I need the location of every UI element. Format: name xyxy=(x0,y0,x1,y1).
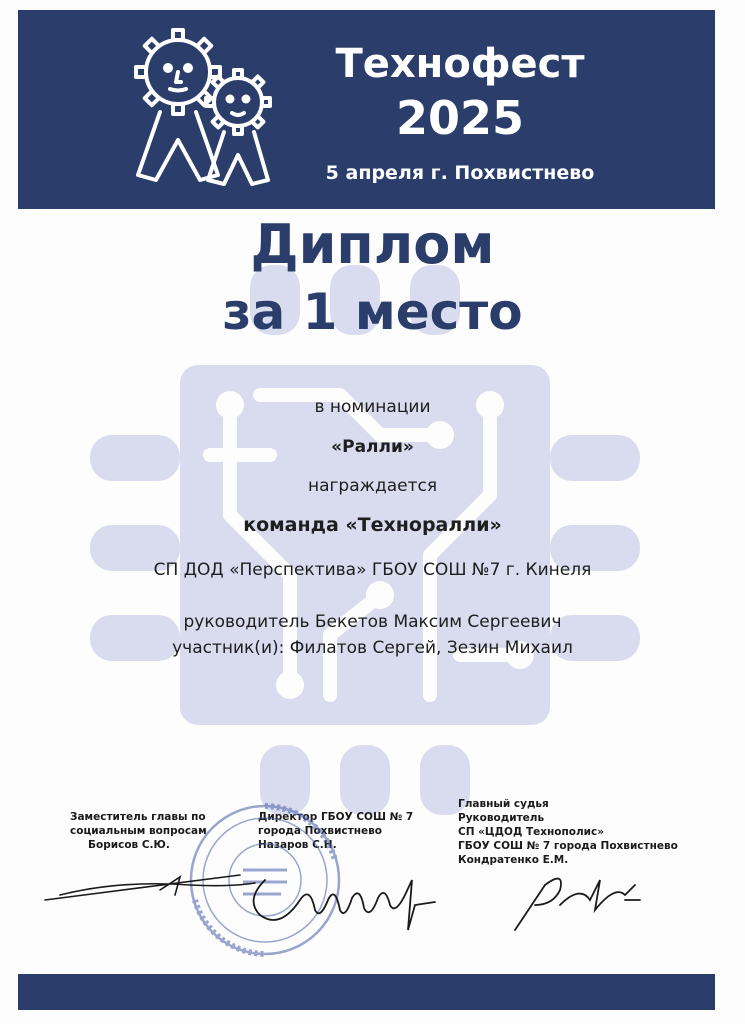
deputy-line-3: Борисов С.Ю. xyxy=(88,839,170,851)
footer-banner xyxy=(18,974,715,1010)
event-title: Технофест xyxy=(335,41,585,87)
signature-block-judge xyxy=(458,797,678,867)
judge-line-3: СП «ЦДОД Технополис» xyxy=(458,826,605,838)
diploma-place: за 1 место xyxy=(222,283,523,341)
participants: участник(и): Филатов Сергей, Зезин Михаил xyxy=(172,638,573,658)
signature-deputy xyxy=(40,855,260,915)
organization: СП ДОД «Перспектива» ГБОУ СОШ №7 г. Кинеля xyxy=(153,560,592,580)
director-line-1: Директор ГБОУ СОШ № 7 xyxy=(258,811,414,823)
deputy-line-2: социальным вопросам xyxy=(70,825,207,837)
signature-judge xyxy=(505,865,655,940)
director-line-3: Назаров С.Н. xyxy=(258,839,337,851)
event-year: 2025 xyxy=(395,91,525,145)
judge-line-2: Руководитель xyxy=(458,812,545,824)
judge-line-4: ГБОУ СОШ № 7 города Похвистнево xyxy=(458,840,678,852)
event-date-place: 5 апреля г. Похвистнево xyxy=(325,162,595,184)
judge-line-1: Главный судья xyxy=(458,798,549,810)
director-line-2: города Похвистнево xyxy=(258,825,382,837)
awarded-label: награждается xyxy=(307,476,438,496)
nomination-name: «Ралли» xyxy=(331,437,414,457)
team-name: команда «Техноралли» xyxy=(243,514,502,536)
signature-director xyxy=(240,860,440,940)
deputy-line-1: Заместитель главы по xyxy=(70,811,206,823)
gears-mascot-logo xyxy=(120,20,300,200)
nomination-intro: в номинации xyxy=(314,397,431,417)
diploma-title: Диплом xyxy=(250,213,495,276)
team-leader: руководитель Бекетов Максим Сергеевич xyxy=(183,612,562,632)
judge-line-5: Кондратенко Е.М. xyxy=(458,854,569,866)
